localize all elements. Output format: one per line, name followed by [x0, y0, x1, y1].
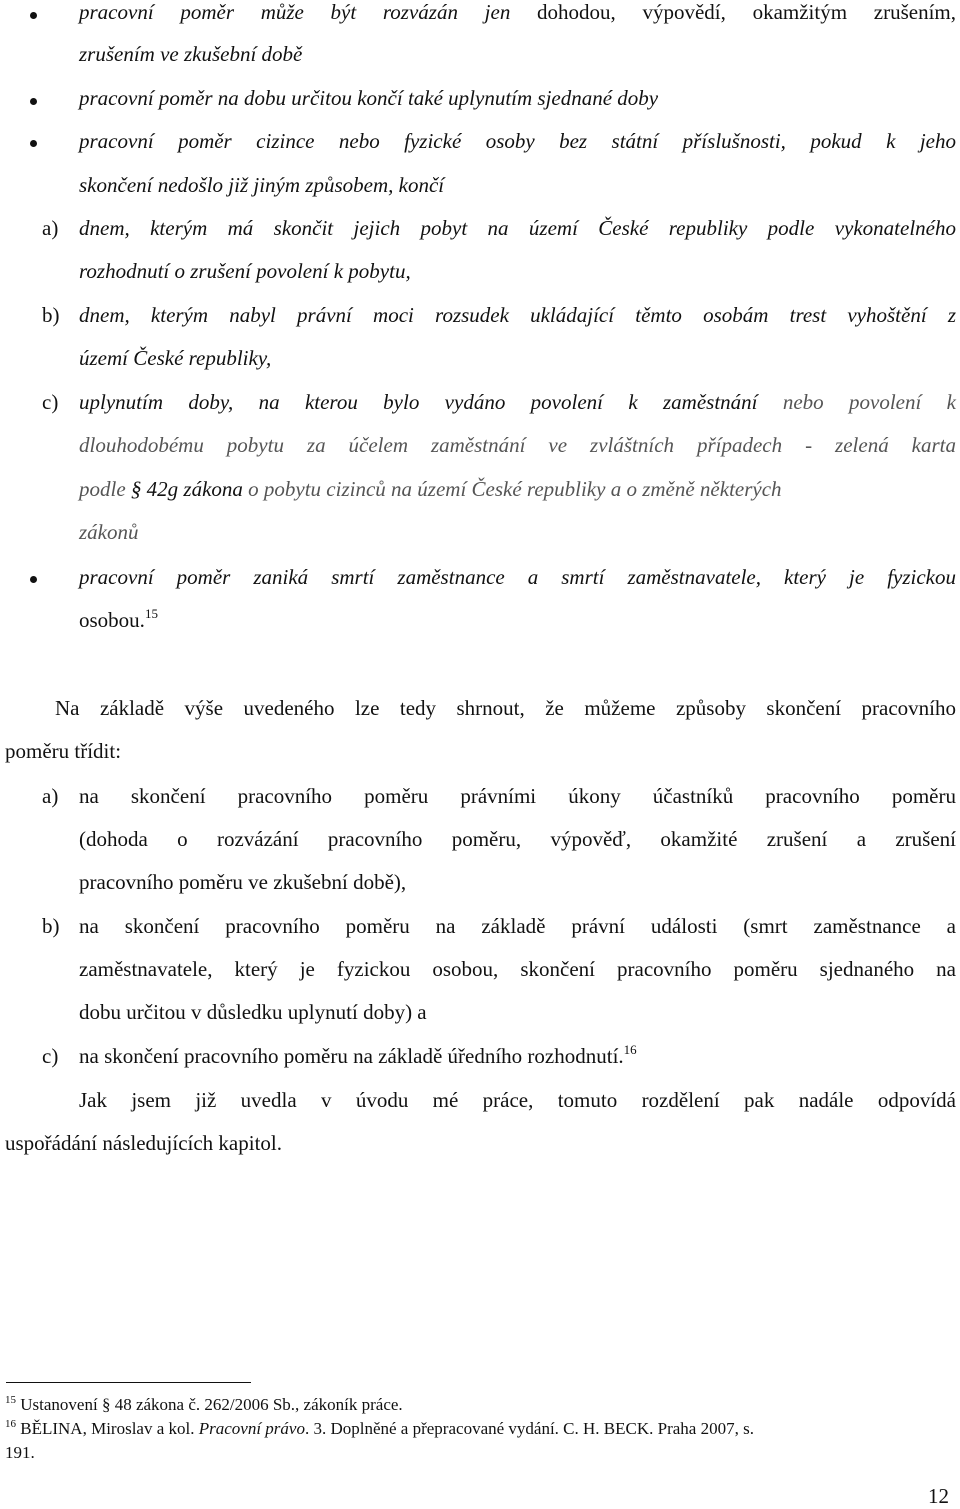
sub-item-line: dnem, kterým má skončit jejich pobyt na území České republiky podle vykonatelného [79, 216, 956, 240]
footnote-ref: 16 [623, 1042, 637, 1057]
list-label: b) [42, 914, 60, 938]
list-line: na skončení pracovního poměru na základě úředního rozhodnutí.$^{16}$ [79, 1042, 637, 1068]
sub-item-label: c) [42, 390, 59, 414]
sub-item-label: a) [42, 216, 59, 240]
footnote-ref: 15 [144, 606, 158, 621]
bullet-icon [30, 98, 37, 105]
list-line: na skončení pracovního poměru na základě právní události (smrt zaměstnance a [79, 914, 956, 938]
list-line: pracovního poměru ve zkušební době), [79, 870, 407, 894]
section-sign: § [130, 477, 142, 501]
list-item-line: osobou.$^{15}$ [79, 606, 158, 632]
list-line: na skončení pracovního poměru právními úkony účastníků pracovního poměru [79, 784, 956, 808]
list-item-line: pracovní poměr může být rozvázán jen dohodou, výpovědí, okamžitým zrušením, [79, 0, 956, 24]
footnote-16-continuation: 191. [5, 1443, 35, 1462]
paragraph-line: poměru třídit: [5, 739, 122, 763]
sub-item-line: dlouhodobému pobytu za účelem zaměstnání ve zvláštních případech - zelená karta [79, 433, 956, 457]
page-number: 12 [928, 1484, 949, 1508]
list-label: a) [42, 784, 59, 808]
sub-item-label: b) [42, 303, 60, 327]
paragraph-line: Jak jsem již uvedla v úvodu mé práce, tomuto rozdělení pak nadále odpovídá [79, 1088, 956, 1112]
list-line: dobu určitou v důsledku uplynutí doby) a [79, 1000, 427, 1024]
list-label: c) [42, 1044, 59, 1068]
section-sign: § [101, 1395, 111, 1414]
bullet-icon [30, 576, 37, 583]
list-item-line: pracovní poměr cizince nebo fyzické osoby bez státní příslušnosti, pokud k jeho [79, 129, 956, 153]
list-item-line: pracovní poměr na dobu určitou končí také uplynutím sjednané doby [79, 86, 659, 110]
list-item-line: zrušením ve zkušební době [79, 42, 303, 66]
list-line: zaměstnavatele, který je fyzickou osobou, skončení pracovního poměru sjednaného na [79, 957, 956, 981]
footnote-divider [6, 1382, 251, 1383]
sub-item-line: dnem, kterým nabyl právní moci rozsudek ukládající těmto osobám trest vyhoštění z [79, 303, 956, 327]
paragraph-line: uspořádání následujících kapitol. [5, 1131, 283, 1155]
sub-item-line: zákonů [79, 520, 139, 544]
sub-item-line: rozhodnutí o zrušení povolení k pobytu, [79, 259, 411, 283]
list-item-line: skončení nedošlo již jiným způsobem, končí [79, 173, 445, 197]
bullet-icon [30, 140, 37, 147]
list-line: (dohoda o rozvázání pracovního poměru, výpověď, okamžité zrušení a zrušení [79, 827, 956, 851]
list-item-line: pracovní poměr zaniká smrtí zaměstnance a smrtí zaměstnavatele, který je fyzickou [79, 565, 956, 589]
footnote-16: $^{16}$ BĚLINA, Miroslav a kol. Pracovní právo. 3. Doplněné a přepracované vydání. C. H. BECK. Praha 2007, s. [5, 1418, 754, 1438]
sub-item-line: podle § 42g zákona o pobytu cizinců na území České republiky a o změně některých [79, 477, 782, 501]
bullet-icon [30, 12, 37, 19]
paragraph-line: Na základě výše uvedeného lze tedy shrnout, že můžeme způsoby skončení pracovního [55, 696, 956, 720]
sub-item-line: uplynutím doby, na kterou bylo vydáno povolení k zaměstnání nebo povolení k [79, 390, 957, 414]
footnote-15: $^{15}$ Ustanovení § 48 zákona č. 262/2006 Sb., zákoník práce. [5, 1394, 403, 1414]
sub-item-line: území České republiky, [79, 346, 272, 370]
